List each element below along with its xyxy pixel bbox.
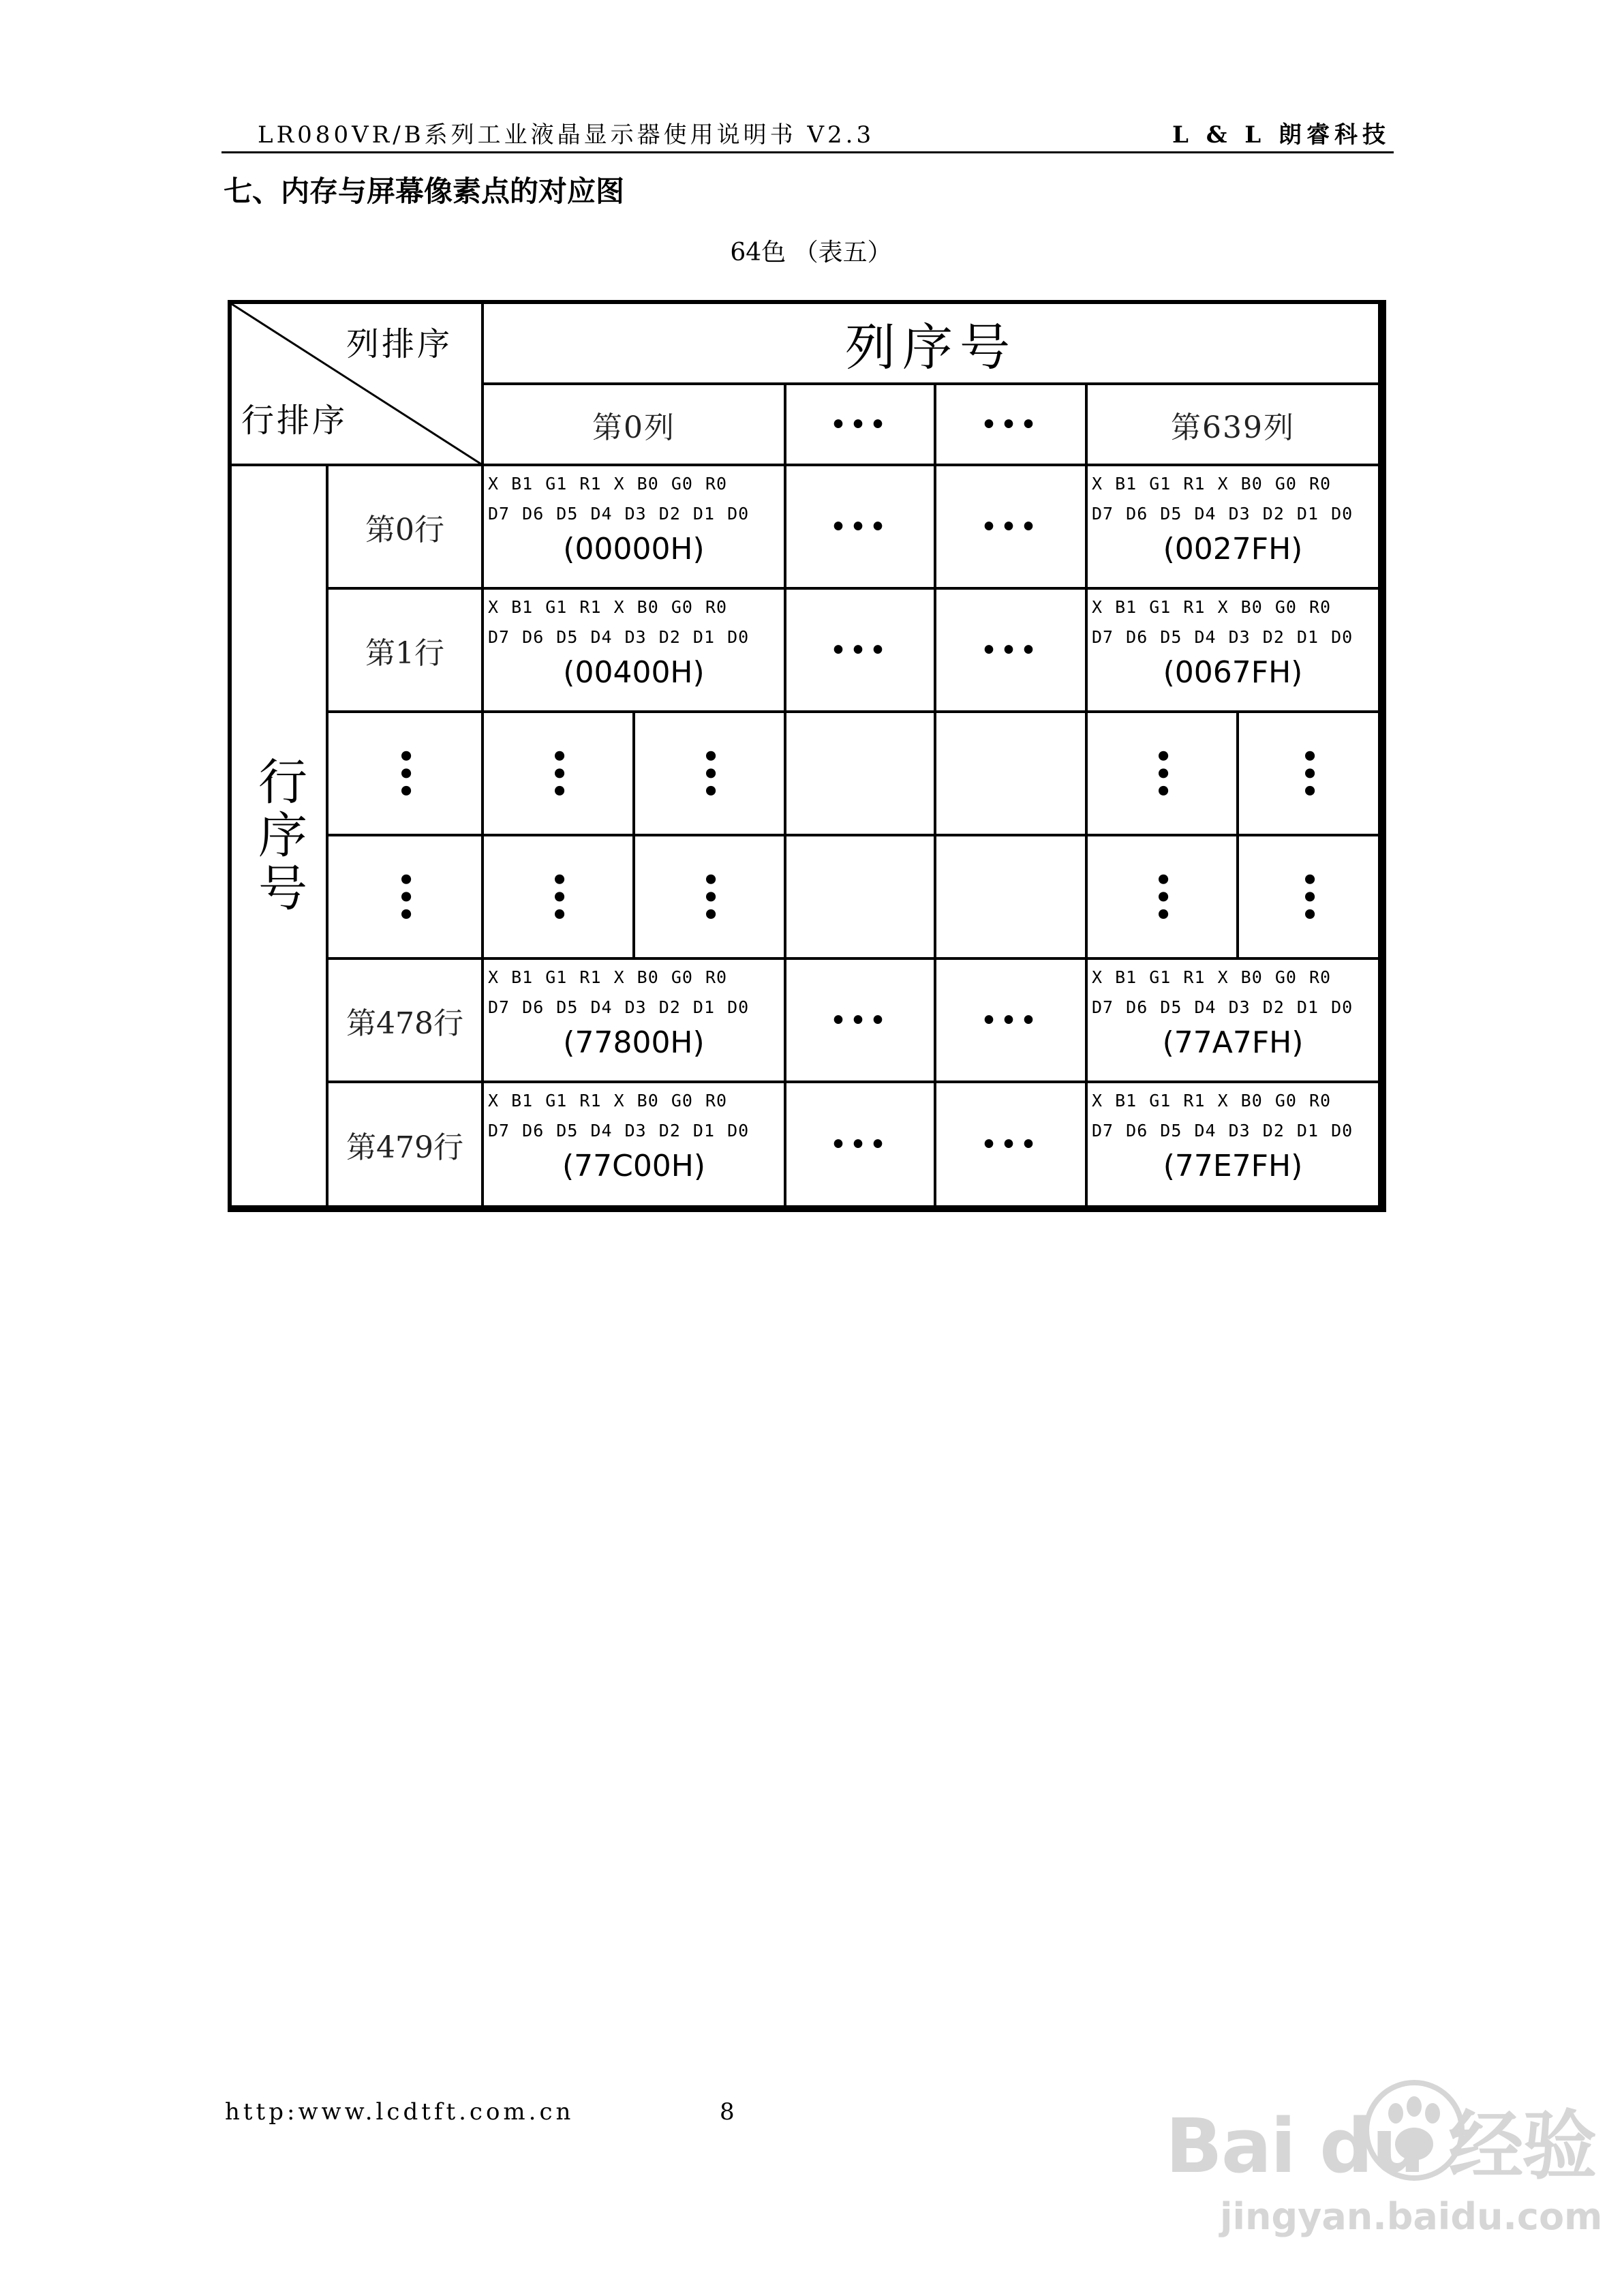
memory-address: (77800H) [563, 1025, 705, 1060]
col-header-ellipsis: ••• [830, 410, 890, 439]
row-label: 第478行 [346, 1006, 463, 1041]
vertical-ellipsis-cell [1088, 713, 1236, 834]
corner-col-label: 列排序 [346, 325, 453, 363]
ellipsis: ••• [830, 635, 890, 665]
vertical-ellipsis: ••• [1146, 871, 1178, 923]
watermark-brand: Bai du 经验 [1165, 2102, 1596, 2190]
memory-cell [1088, 1083, 1378, 1205]
memory-cell [484, 590, 784, 710]
ellipsis: ••• [981, 1006, 1041, 1035]
vertical-ellipsis: ••• [542, 871, 575, 923]
ellipsis: ••• [830, 512, 890, 541]
memory-cell [484, 466, 784, 587]
vertical-ellipsis-cell [328, 836, 481, 957]
vertical-ellipsis-cell [328, 713, 481, 834]
ellipsis: ••• [981, 512, 1041, 541]
col-header-ellipsis: ••• [981, 410, 1041, 439]
memory-address: (00400H) [563, 655, 705, 690]
vertical-ellipsis: ••• [1293, 747, 1325, 800]
bit-labels: X B1 G1 R1 X B0 G0 R0 [1092, 474, 1332, 494]
vertical-ellipsis-cell [635, 836, 784, 957]
vertical-ellipsis-cell [1239, 836, 1378, 957]
bit-labels: X B1 G1 R1 X B0 G0 R0 [1092, 967, 1332, 987]
data-bit-labels: D7 D6 D5 D4 D3 D2 D1 D0 [488, 627, 750, 647]
vertical-ellipsis: ••• [389, 871, 421, 923]
ellipsis: ••• [830, 1006, 890, 1035]
vertical-ellipsis: ••• [1146, 747, 1178, 800]
vertical-ellipsis: ••• [542, 747, 575, 800]
data-bit-labels: D7 D6 D5 D4 D3 D2 D1 D0 [1092, 504, 1353, 524]
memory-cell [484, 960, 784, 1081]
vertical-ellipsis-cell [484, 836, 632, 957]
bit-labels: X B1 G1 R1 X B0 G0 R0 [488, 967, 728, 987]
header-rule [221, 151, 1394, 153]
memory-address: (77A7FH) [1162, 1025, 1304, 1060]
bit-labels: X B1 G1 R1 X B0 G0 R0 [1092, 1091, 1332, 1111]
vertical-ellipsis-cell [484, 713, 632, 834]
memory-address: (0067FH) [1163, 655, 1303, 690]
bit-labels: X B1 G1 R1 X B0 G0 R0 [488, 474, 728, 494]
data-bit-labels: D7 D6 D5 D4 D3 D2 D1 D0 [488, 504, 750, 524]
vertical-ellipsis: ••• [1293, 871, 1325, 923]
table-caption: 64色 （表五） [730, 239, 892, 267]
row-label: 第479行 [346, 1130, 463, 1165]
bit-labels: X B1 G1 R1 X B0 G0 R0 [1092, 597, 1332, 617]
ellipsis: ••• [981, 635, 1041, 665]
vertical-ellipsis: ••• [694, 747, 726, 800]
ellipsis: ••• [981, 1130, 1041, 1159]
memory-address: (77C00H) [562, 1149, 706, 1183]
row-label: 第0行 [365, 512, 444, 547]
header-doc-title: LR080VR/B系列工业液晶显示器使用说明书 V2.3 [258, 121, 875, 149]
memory-cell [1088, 466, 1378, 587]
data-bit-labels: D7 D6 D5 D4 D3 D2 D1 D0 [1092, 997, 1353, 1017]
header-company: L & L 朗睿科技 [1172, 121, 1390, 149]
ellipsis: ••• [830, 1130, 890, 1159]
memory-address: (00000H) [563, 532, 705, 567]
data-bit-labels: D7 D6 D5 D4 D3 D2 D1 D0 [1092, 1121, 1353, 1141]
col-header-last: 第639列 [1171, 410, 1295, 445]
memory-cell [484, 1083, 784, 1205]
row-number-label: 行序号 [250, 756, 307, 916]
memory-address: (77E7FH) [1163, 1149, 1303, 1183]
corner-row-label: 行排序 [241, 402, 348, 440]
memory-address: (0027FH) [1163, 532, 1303, 567]
vertical-ellipsis-cell [1088, 836, 1236, 957]
page-number: 8 [720, 2098, 735, 2126]
data-bit-labels: D7 D6 D5 D4 D3 D2 D1 D0 [1092, 627, 1353, 647]
data-bit-labels: D7 D6 D5 D4 D3 D2 D1 D0 [488, 1121, 750, 1141]
vertical-ellipsis-cell [635, 713, 784, 834]
bit-labels: X B1 G1 R1 X B0 G0 R0 [488, 597, 728, 617]
row-label: 第1行 [365, 635, 444, 671]
memory-pixel-table [228, 300, 1386, 1212]
column-number-title: 列序号 [845, 318, 1017, 377]
bit-labels: X B1 G1 R1 X B0 G0 R0 [488, 1091, 728, 1111]
baidu-jingyan-watermark [1159, 2072, 1603, 2256]
footer-url: http:www.lcdtft.com.cn [225, 2098, 575, 2126]
row-number-label-cell [232, 466, 326, 1205]
data-bit-labels: D7 D6 D5 D4 D3 D2 D1 D0 [488, 997, 750, 1017]
vertical-ellipsis: ••• [694, 871, 726, 923]
vertical-ellipsis: ••• [389, 747, 421, 800]
memory-cell [1088, 960, 1378, 1081]
section-title: 七、内存与屏幕像素点的对应图 [224, 175, 625, 208]
watermark-url: jingyan.baidu.com [1220, 2195, 1603, 2238]
col-header-first: 第0列 [592, 410, 675, 445]
vertical-ellipsis-cell [1239, 713, 1378, 834]
memory-cell [1088, 590, 1378, 710]
